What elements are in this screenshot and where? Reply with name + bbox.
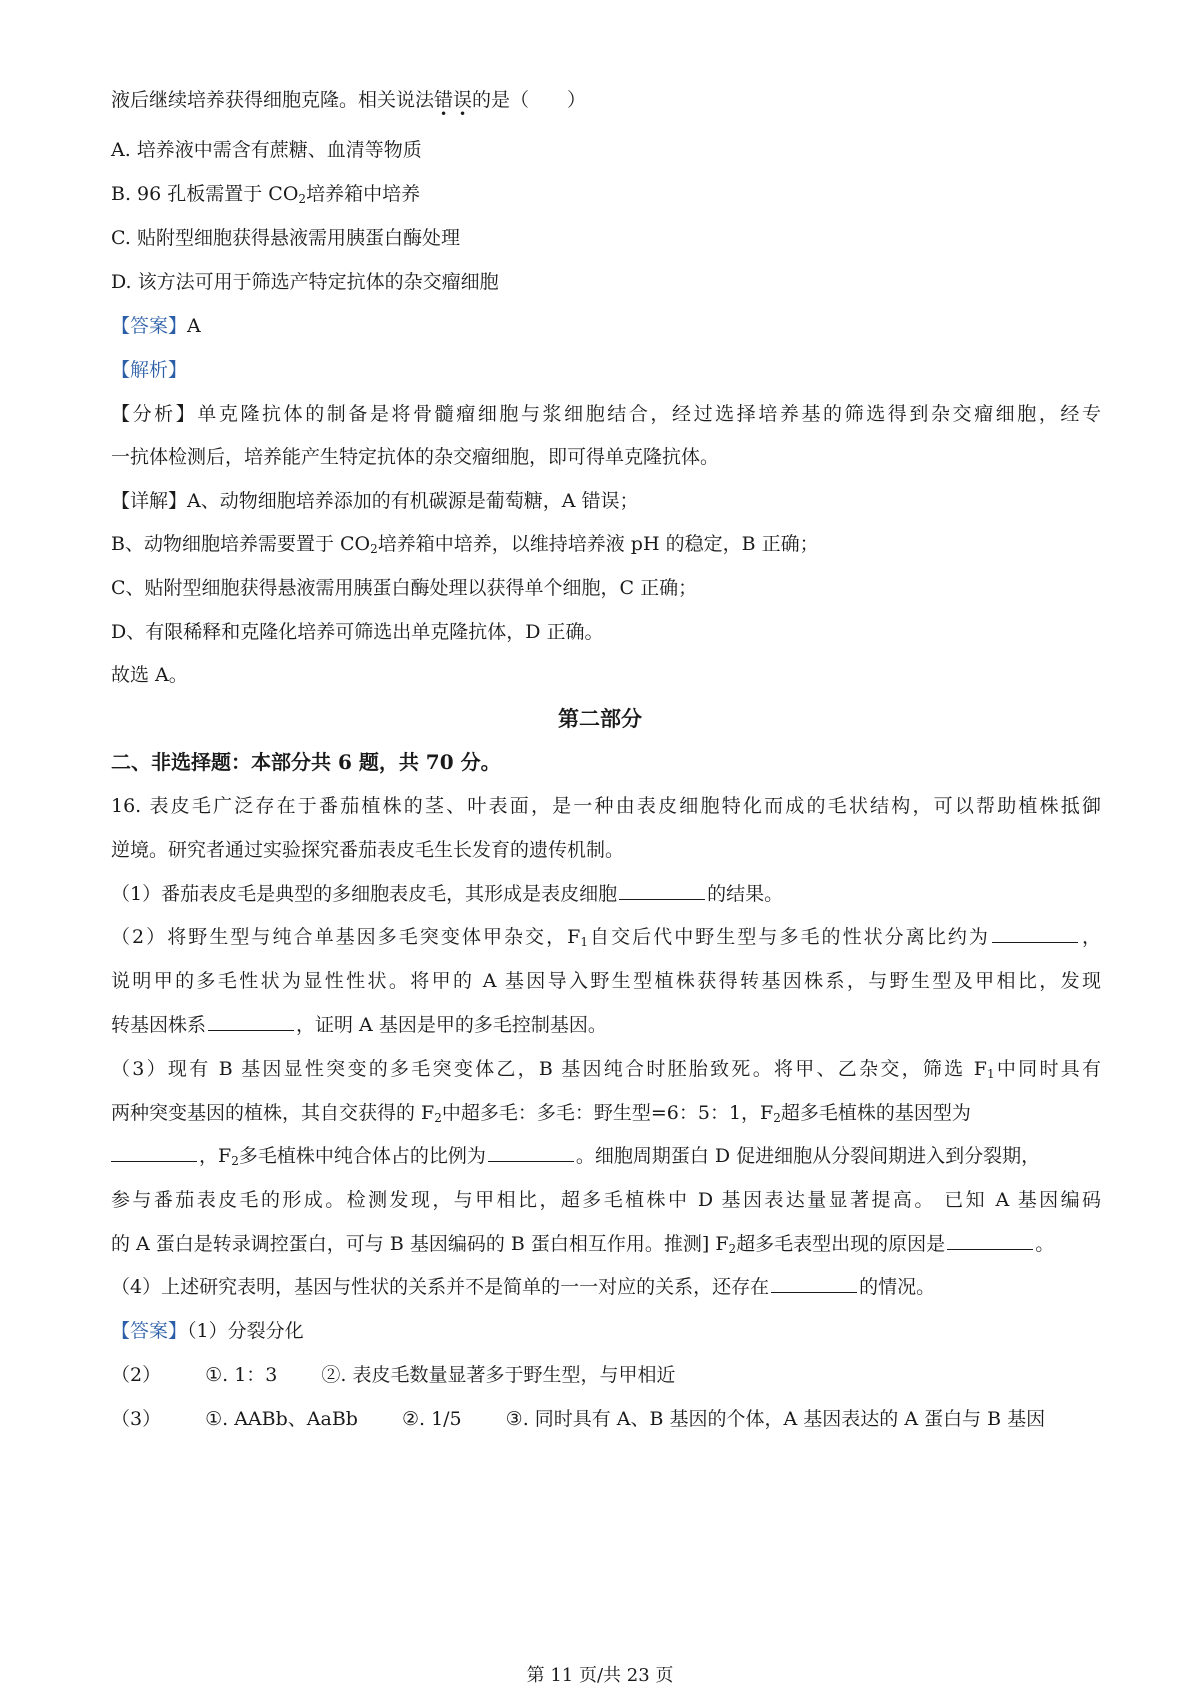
q16-part-1 bbox=[111, 881, 783, 907]
q15-stem-prefix: 液后继续培养获得细胞克隆。相关说法 bbox=[111, 89, 435, 111]
subscript: 1 bbox=[580, 935, 588, 949]
subscript: 2 bbox=[231, 1154, 239, 1168]
answer-item: ①. AABb、AaBb bbox=[205, 1408, 358, 1430]
q16-part-3-line-2-pre: 两种突变基因的植株，其自交获得的 F bbox=[111, 1102, 435, 1124]
answer-number: （2） bbox=[111, 1364, 162, 1386]
q16-part-3-line-2 bbox=[111, 1100, 971, 1126]
answer-number: （3） bbox=[111, 1408, 162, 1430]
q15-stem bbox=[111, 87, 586, 113]
q16-part-3-line-5-pre: 的 A 蛋白是转录调控蛋白，可与 B 基因编码的 B 蛋白相互作用。推测] F bbox=[111, 1233, 729, 1255]
subscript: 2 bbox=[728, 1242, 737, 1256]
q16-part-2-post: ， bbox=[1079, 926, 1101, 948]
answer-item: ②. 1/5 bbox=[401, 1408, 462, 1430]
q16-part-3-line-2-mid: 中超多毛：多毛：野生型=6：5：1，F bbox=[441, 1102, 774, 1124]
subscript: 2 bbox=[370, 542, 378, 556]
answer-value: （1）分裂分化 bbox=[187, 1320, 304, 1342]
q16-part-3-pre: （3）现有 B 基因显性突变的多毛突变体乙，B 基因纯合时胚胎致死。将甲、乙杂交，筛选 F bbox=[111, 1058, 987, 1080]
subscript: 2 bbox=[434, 1111, 442, 1125]
q16-part-3-line-5 bbox=[111, 1231, 1054, 1257]
subscript: 2 bbox=[773, 1111, 781, 1125]
page-footer: 第 11 页/共 23 页 bbox=[526, 1665, 674, 1686]
q16-part-1-post: 的结果。 bbox=[707, 883, 784, 905]
q16-part-3-line-5-mid: 超多毛表型出现的原因是 bbox=[736, 1233, 946, 1255]
part-title: 第二部分 bbox=[558, 706, 642, 731]
q16-stem-line-2: 逆境。研究者通过实验探究番茄表皮毛生长发育的遗传机制。 bbox=[111, 839, 625, 861]
q15-detail-b bbox=[111, 531, 819, 557]
answer-item: ①. 1：3 bbox=[205, 1364, 278, 1386]
q16-part-3-post: 中同时具有 bbox=[994, 1058, 1101, 1080]
q16-part-3-line-4: 参与番茄表皮毛的形成。检测发现，与甲相比，超多毛植株中 D 基因表达量显著提高。 已知 A 基因编码 bbox=[111, 1189, 1101, 1211]
q16-answer-2 bbox=[111, 1362, 675, 1388]
q15-stem-suffix: 的是（ ） bbox=[472, 89, 587, 111]
q16-part-2-mid: 自交后代中野生型与多毛的性状分离比约为 bbox=[587, 926, 990, 948]
q16-part-4 bbox=[111, 1274, 935, 1300]
q16-part-3-line-3-post: 。细胞周期蛋白 D 促进细胞从分裂间期进入到分裂期， bbox=[575, 1145, 1041, 1167]
answer-blank[interactable] bbox=[488, 1144, 574, 1162]
q15-option-b bbox=[111, 181, 420, 207]
answer-blank[interactable] bbox=[208, 1013, 294, 1031]
q15-option-a: A. 培养液中需含有蔗糖、血清等物质 bbox=[111, 139, 422, 161]
q16-part-3-line-2-post: 超多毛植株的基因型为 bbox=[780, 1102, 971, 1124]
q15-fenxi-line-1: 【分析】单克隆抗体的制备是将骨髓瘤细胞与浆细胞结合，经过选择培养基的筛选得到杂交瘤细胞，经专 bbox=[111, 403, 1101, 425]
section-heading: 二、非选择题：本部分共 6 题，共 70 分。 bbox=[111, 750, 501, 774]
q16-part-3-line-3-mid: 多毛植株中纯合体占的比例为 bbox=[238, 1145, 486, 1167]
q16-part-2-line-2: 说明甲的多毛性状为显性性状。将甲的 A 基因导入野生型植株获得转基因株系，与野生型及甲相比，发现 bbox=[111, 970, 1101, 992]
q16-part-2-pre: （2）将野生型与纯合单基因多毛突变体甲杂交，F bbox=[111, 926, 581, 948]
q16-stem-line-1: 16. 表皮毛广泛存在于番茄植株的茎、叶表面，是一种由表皮细胞特化而成的毛状结构，可以帮助植株抵御 bbox=[111, 795, 1101, 817]
q16-answer-1 bbox=[111, 1318, 304, 1344]
q15-detail-b-pre: B、动物细胞培养需要置于 CO bbox=[111, 533, 371, 555]
emphasis-char: 错 bbox=[434, 89, 454, 111]
emphasis-char: 误 bbox=[453, 89, 473, 111]
subscript: 2 bbox=[298, 192, 307, 206]
answer-blank[interactable] bbox=[111, 1144, 197, 1162]
q15-conclusion: 故选 A。 bbox=[111, 664, 188, 686]
q16-part-3-line-1 bbox=[111, 1056, 1101, 1082]
q15-answer bbox=[111, 313, 201, 339]
answer-label: 【答案】 bbox=[111, 315, 188, 337]
analysis-label: 【解析】 bbox=[111, 359, 188, 381]
answer-blank[interactable] bbox=[619, 882, 705, 900]
answer-blank[interactable] bbox=[992, 925, 1078, 943]
q15-option-b-post: 培养箱中培养 bbox=[306, 183, 421, 205]
q16-part-2-line-1 bbox=[111, 924, 1101, 950]
answer-item: ②. 表皮毛数量显著多于野生型，与甲相近 bbox=[321, 1364, 676, 1386]
answer-value: A bbox=[187, 315, 201, 337]
q15-option-b-pre: B. 96 孔板需置于 CO bbox=[111, 183, 299, 205]
answer-blank[interactable] bbox=[771, 1275, 857, 1293]
q15-option-c: C. 贴附型细胞获得悬液需用胰蛋白酶处理 bbox=[111, 227, 460, 249]
q16-part-3-line-5-post: 。 bbox=[1035, 1233, 1055, 1255]
q16-part-3-line-3 bbox=[111, 1143, 1040, 1169]
answer-item: ③. 同时具有 A、B 基因的个体，A 基因表达的 A 蛋白与 B 基因 bbox=[505, 1408, 1046, 1430]
answer-blank[interactable] bbox=[947, 1232, 1033, 1250]
q15-detail-b-post: 培养箱中培养，以维持培养液 pH 的稳定，B 正确； bbox=[377, 533, 819, 555]
q15-option-d: D. 该方法可用于筛选产特定抗体的杂交瘤细胞 bbox=[111, 271, 499, 293]
q16-part-4-pre: （4）上述研究表明，基因与性状的关系并不是简单的一一对应的关系，还存在 bbox=[111, 1276, 770, 1298]
q16-part-1-pre: （1）番茄表皮毛是典型的多细胞表皮毛，其形成是表皮细胞 bbox=[111, 883, 618, 905]
q16-part-2-line-3-pre: 转基因株系 bbox=[111, 1014, 207, 1036]
q15-fenxi-line-2: 一抗体检测后，培养能产生特定抗体的杂交瘤细胞，即可得单克隆抗体。 bbox=[111, 446, 720, 468]
q16-part-4-post: 的情况。 bbox=[859, 1276, 936, 1298]
q16-part-3-line-3-pre: ，F bbox=[199, 1145, 232, 1167]
q15-detail-d: D、有限稀释和克隆化培养可筛选出单克隆抗体，D 正确。 bbox=[111, 621, 604, 643]
subscript: 1 bbox=[986, 1067, 995, 1081]
q16-part-2-line-3 bbox=[111, 1012, 607, 1038]
q16-answer-3 bbox=[111, 1406, 1045, 1432]
q15-detail-a: 【详解】A、动物细胞培养添加的有机碳源是葡萄糖，A 错误； bbox=[111, 490, 639, 512]
q16-part-2-line-3-post: ，证明 A 基因是甲的多毛控制基因。 bbox=[296, 1014, 607, 1036]
answer-label: 【答案】 bbox=[111, 1320, 188, 1342]
q15-detail-c: C、贴附型细胞获得悬液需用胰蛋白酶处理以获得单个细胞，C 正确； bbox=[111, 577, 698, 599]
